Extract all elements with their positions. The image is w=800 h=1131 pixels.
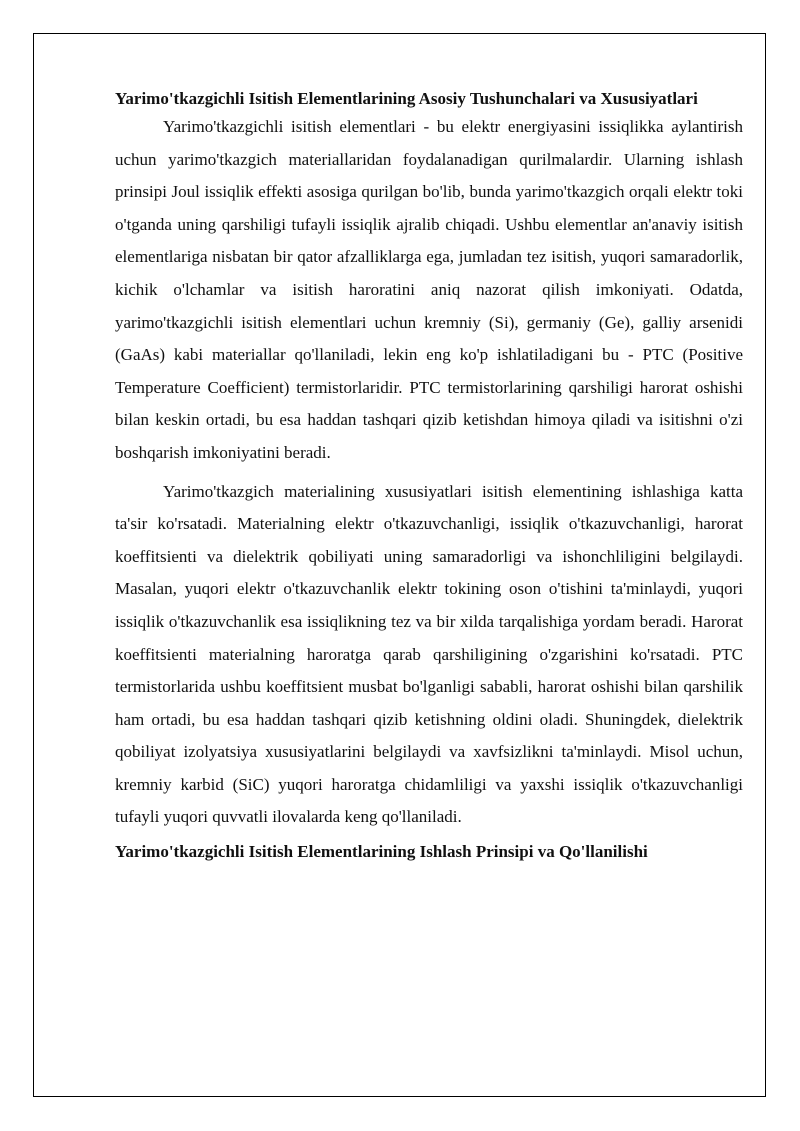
section-heading: Yarimo'tkazgichli Isitish Elementlarining Ishlash Prinsipi va Qo'llanilishi — [115, 842, 648, 862]
paragraph: Yarimo'tkazgichli isitish elementlari - bu elektr energiyasini issiqlikka aylantirish uchun yarimo'tkazgich materiallaridan foydalanadigan qurilmalardir. Ularning ishlash prinsipi Joul issiqlik effekti asosiga qurilgan bo'lib, bunda yarimo'tkazgich orqali elektr toki o'tganda uning qarshiligi tufayli issiqlik ajralib chiqadi. Ushbu elementlar an'anaviy isitish elementlariga nisbatan bir qator afzalliklarga ega, jumladan tez isitish, yuqori samaradorlik, kichik o'lchamlar va isitish haroratini aniq nazorat qilish imkoniyati. Odatda, yarimo'tkazgichli isitish elementlari uchun kremniy (Si), germaniy (Ge), galliy arsenidi (GaAs) kabi materiallar qo'llaniladi, lekin eng ko'p ishlatiladigani bu - PTC (Positive Temperature Coefficient) termistorlaridir. PTC termistorlarining qarshiligi harorat oshishi bilan keskin ortadi, bu esa haddan tashqari qizib ketishdan himoya qiladi va isitishni o'zi boshqarish imkoniyatini beradi. — [115, 117, 743, 462]
section-heading: Yarimo'tkazgichli Isitish Elementlarining Asosiy Tushunchalari va Xususiyatlari — [115, 89, 698, 108]
document-body — [115, 87, 743, 864]
paragraph: Yarimo'tkazgich materialining xususiyatlari isitish elementining ishlashiga katta ta'sir ko'rsatadi. Materialning elektr o'tkazuvchanligi, issiqlik o'tkazuvchanligi, harorat koeffitsienti va dielektrik qobiliyati uning samaradorligi va ishonchliligini belgilaydi. Masalan, yuqori elektr o'tkazuvchanlik elektr tokining oson o'tishini ta'minlaydi, yuqori issiqlik o'tkazuvchanlik esa issiqlikning tez va bir xilda tarqalishiga yordam beradi. Harorat koeffitsienti materialning haroratga qarab qarshiligining o'zgarishini ko'rsatadi. PTC termistorlarida ushbu koeffitsient musbat bo'lganligi sababli, harorat oshishi bilan qarshilik ham ortadi, bu esa haddan tashqari qizib ketishning oldini oladi. Shuningdek, dielektrik qobiliyat izolyatsiya xususiyatlarini belgilaydi va xavfsizlikni ta'minlaydi. Misol uchun, kremniy karbid (SiC) yuqori haroratga chidamliligi va yaxshi issiqlik o'tkazuvchanligi tufayli yuqori quvvatli ilovalarda keng qo'llaniladi. — [115, 481, 743, 827]
